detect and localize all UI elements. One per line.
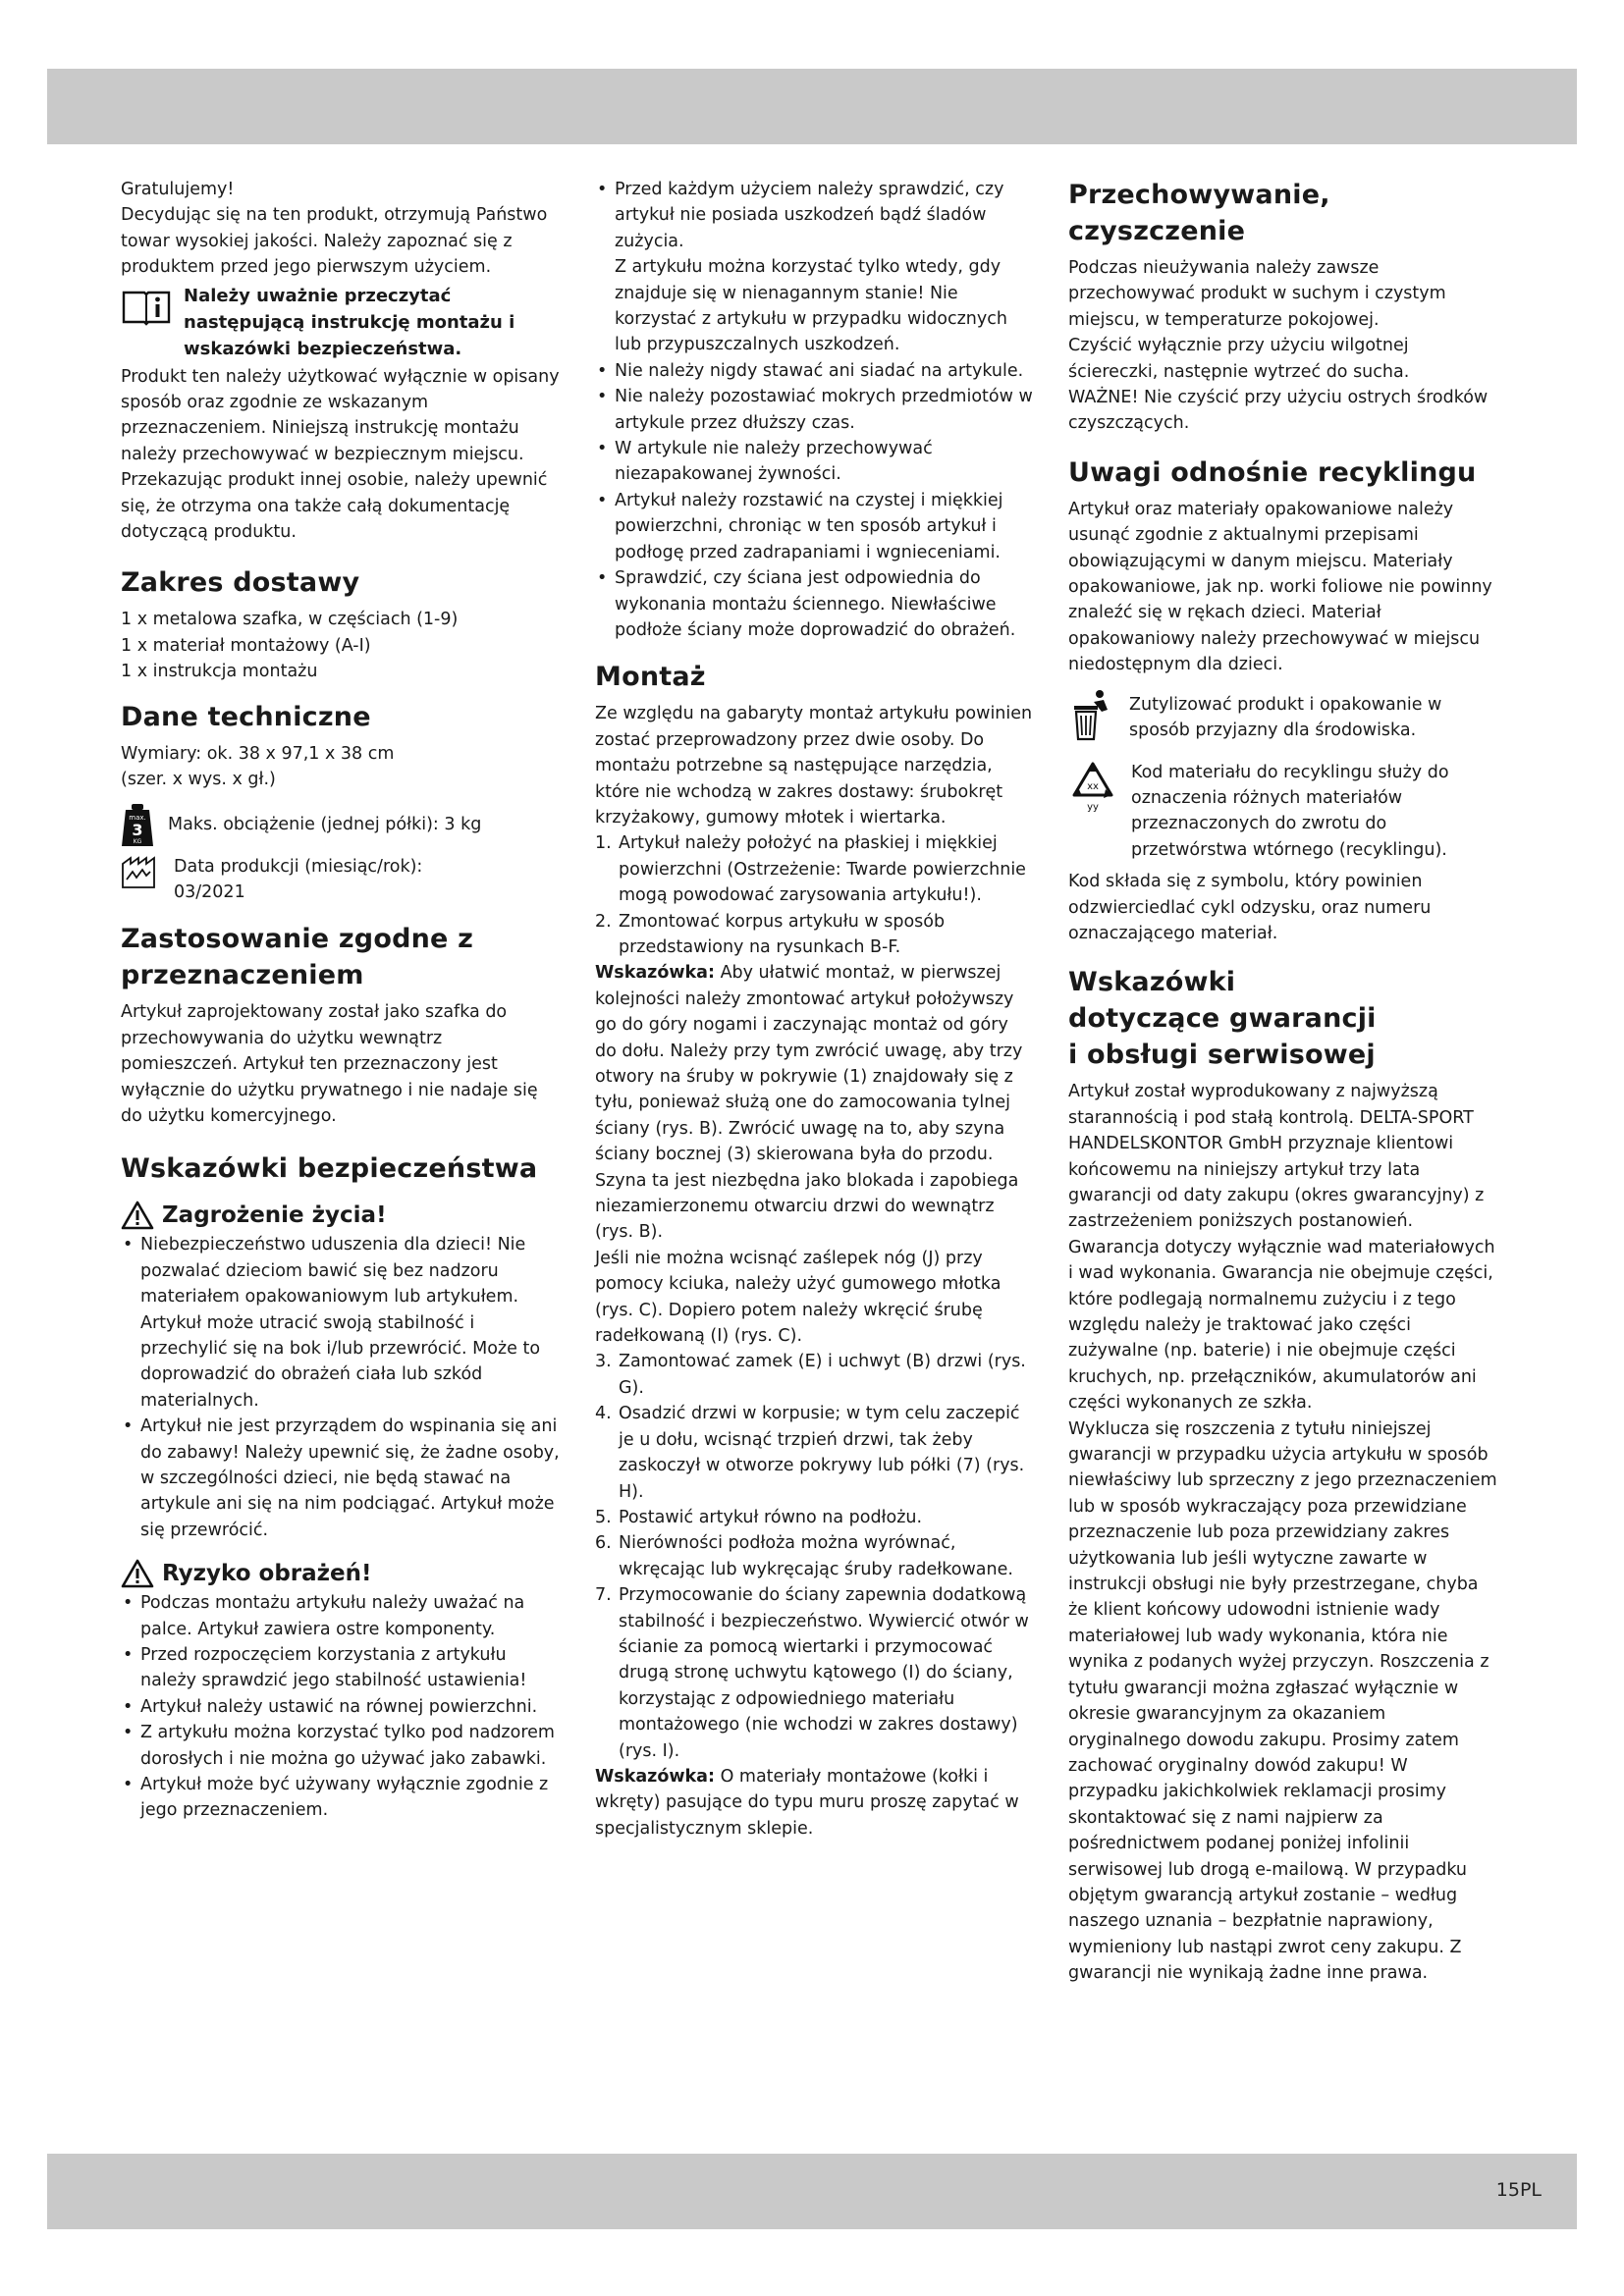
- footer-band: [47, 2154, 1577, 2229]
- list-item: • W artykule nie należy przechowywać niezapakowanej żywności.: [595, 436, 1033, 488]
- assembly-step: [595, 909, 1033, 961]
- weight-icon-max: max.: [129, 813, 146, 822]
- tip-text: O materiały montażowe (kołki i wkręty) pasujące do typu muru proszę zapytać w specjalistycznym sklepie.: [595, 1766, 1019, 1839]
- intro-greeting: Gratulujemy!: [121, 180, 235, 199]
- warranty-title: Wskazówki dotyczące gwarancji i obsługi serwisowej: [1068, 967, 1377, 1071]
- recycling-code-after: Kod składa się z symbolu, który powinien odzwierciedlać cykl odzysku, oraz numeru oznaczającego materiał.: [1068, 872, 1432, 943]
- assembly-step: [595, 1582, 1033, 1764]
- list-item: • Przed rozpoczęciem korzystania z artykułu należy sprawdzić jego stabilność ustawienia!: [121, 1642, 561, 1694]
- assembly-step: [595, 1349, 1033, 1401]
- warning-triangle-icon: [121, 1559, 154, 1588]
- tip-label: Wskazówka:: [595, 963, 715, 984]
- recycling-code-text: Kod materiału do recyklingu służy do oznaczenia różnych materiałów przeznaczonych do zwrotu do przetwórstwa wtórnego (recyklingu).: [1131, 762, 1449, 860]
- production-date-row: [121, 854, 561, 906]
- list-item: • Sprawdzić, czy ściana jest odpowiednia do wykonania montażu ściennego. Niewłaściwe podłoże ściany może doprowadzić do obrażeń.: [595, 565, 1033, 643]
- code-symbol-xx: xx: [1087, 780, 1099, 792]
- cleaning-text: Czyścić wyłącznie przy użyciu wilgotnej ściereczki, następnie wytrzeć do sucha.: [1068, 336, 1410, 382]
- intended-use-intro: Produkt ten należy użytkować wyłącznie w opisany sposób oraz zgodnie ze wskazanym przeznaczeniem. Niniejszą instrukcję montażu należy przechowywać w bezpiecznym miejscu. Przekazując produkt innej osobie, należy upewnić się, że otrzyma ona także całą dokumentację dotyczącą produktu.: [121, 366, 560, 543]
- step-text: Artykuł należy położyć na płaskiej i miękkiej powierzchni (Ostrzeżenie: Twarde powierzchnie mogą powodować zarysowania artykułu!).: [619, 833, 1026, 906]
- step-number: 2.: [595, 911, 612, 932]
- list-item: • Przed każdym użyciem należy sprawdzić, czy artykuł nie posiada uszkodzeń bądź śladów zużycia. Z artykułu można korzystać tylko wtedy, gdy znajduje się w nienagannym stanie! Nie korzystać z artykułu w przypadku widocznych lub przypuszczalnych uszkodzeń.: [595, 177, 1033, 358]
- assembly-steps-a: [595, 830, 1033, 960]
- danger-title: Zagrożenie życia!: [162, 1202, 387, 1229]
- tech-title: Dane techniczne: [121, 701, 371, 732]
- scope-item: 1 x instrukcja montażu: [121, 662, 318, 682]
- list-item: • Artykuł może być używany wyłącznie zgodnie z jego przeznaczeniem.: [121, 1772, 561, 1824]
- list-item: • Nie należy pozostawiać mokrych przedmiotów w artykule przez dłuższy czas.: [595, 384, 1033, 436]
- assembly-intro: Ze względu na gabaryty montaż artykułu powinien zostać przeprowadzony przez dwie osoby. Do montażu potrzebne są następujące narzędzia, które nie wchodzą w zakres dostawy: śrubokręt krzyżakowy, gumowy młotek i wiertarka.: [595, 704, 1033, 828]
- step-text: Osadzić drzwi w korpusie; w tym celu zaczepić je u dołu, wcisnąć trzpień drzwi, tak żeby zaskoczył w otworze pokrywy lub półki (7) (rys. H).: [619, 1404, 1025, 1502]
- max-load-text: Maks. obciążenie (jednej półki): 3 kg: [168, 815, 482, 835]
- step-text: Zamontować zamek (E) i uchwyt (B) drzwi (rys. G).: [619, 1352, 1026, 1398]
- intended-use-title: Zastosowanie zgodne z przeznaczeniem: [121, 924, 474, 991]
- warning-triangle-icon: [121, 1201, 154, 1230]
- column-1: [121, 177, 561, 1824]
- storage-text: Podczas nieużywania należy zawsze przechowywać produkt w suchym i czystym miejscu, w temperaturze pokojowej.: [1068, 258, 1446, 330]
- step-number: 7.: [595, 1585, 612, 1606]
- injury-list: [121, 1590, 561, 1824]
- intended-use-text: Artykuł zaprojektowany został jako szafka do przechowywania do użytku wewnątrz pomieszczeń. Artykuł ten przeznaczony jest wyłącznie do użytku prywatnego i nie nadaje się do użytku komercyjnego.: [121, 1002, 538, 1126]
- recycling-text: Artykuł oraz materiały opakowaniowe należy usunąć zgodnie z aktualnymi przepisami obowiązującymi w danym miejscu. Materiały opakowaniowe, jak np. worki foliowe nie powinny znaleźć się w rękach dzieci. Materiał opakowaniowy należy przechowywać w miejscu niedostępnym dla dzieci.: [1068, 499, 1492, 675]
- scope-title: Zakres dostawy: [121, 567, 360, 599]
- assembly-title: Montaż: [595, 662, 706, 693]
- step-text: Nierówności podłoża można wyrównać, wkręcając lub wykręcając śruby radełkowane.: [619, 1533, 1013, 1579]
- danger-heading: [121, 1201, 561, 1230]
- scope-item: 1 x materiał montażowy (A-I): [121, 635, 371, 656]
- column-3: [1068, 177, 1500, 1987]
- step-number: 5.: [595, 1507, 612, 1527]
- step-number: 3.: [595, 1352, 612, 1372]
- list-item: • Podczas montażu artykułu należy uważać na palce. Artykuł zawiera ostre komponenty.: [121, 1590, 561, 1642]
- tip-text: Aby ułatwić montaż, w pierwszej kolejności należy zmontować artykuł położywszy go do góry nogami i zaczynając montaż od góry do dołu. Należy przy tym zwrócić uwagę, aby trzy otwory na śruby w pokrywie (1) znajdowały się z tyłu, ponieważ służą one do zamocowania tylnej ściany (rys. B). Zwrócić uwagę na to, aby szyna ściany bocznej (3) skierowana była do przodu. Szyna ta jest niezbędna jako blokada i zapobiega niezamierzonemu otwarciu drzwi do wewnątrz (rys. B).: [595, 963, 1023, 1243]
- read-instructions-note: [121, 283, 561, 362]
- warranty-text: Artykuł został wyprodukowany z najwyższą starannością i pod stałą kontrolą. DELTA-SPORT HANDELSKONTOR GmbH przyznaje klientowi końcowemu na niniejszy artykuł trzy lata gwarancji od daty zakupu (okres gwarancyjny) z zastrzeżeniem poniższych postanowień. Gwarancja dotyczy wyłącznie wad materiałowych i wad wykonania. Gwarancja nie obejmuje części, które podlegają normalnemu zużyciu i z tego względu należy je traktować jako części zużywalne (np. baterie) i nie obejmuje części kruchych, np. przełączników, akumulatorów ani części wykonanych ze szkła.: [1068, 1082, 1495, 1414]
- step-number: 4.: [595, 1404, 612, 1424]
- warranty-text-2: Wyklucza się roszczenia z tytułu niniejszej gwarancji w przypadku użycia artykułu w sposób niewłaściwy lub sprzeczny z jego przeznaczeniem lub w sposób wykraczający poza przewidziane przeznaczenie lub poza przewidziany zakres użytkowania lub jeśli wytyczne zawarte w instrukcji obsługi nie były przestrzegane, chyba że klient końcowy udowodni istnienie wady materiałowej lub wady wykonania, która nie wynika z podanych wyżej przyczyn. Roszczenia z tytułu gwarancji można zgłaszać wyłącznie w okresie gwarancyjnym za okazaniem oryginalnego dowodu zakupu. Prosimy zatem zachować oryginalny dowód zakupu! W przypadku jakichkolwiek reklamacji prosimy skontaktować się z nami najpierw za pośrednictwem podanej poniżej infolinii serwisowej lub drogą e-mailową. W przypadku objętym gwarancją artykuł zostanie – według naszego uznania – bezpłatnie naprawiony, wymieniony lub nastąpi zwrot ceny zakupu. Z gwarancji nie wynikają żadne inne prawa.: [1068, 1418, 1497, 1984]
- recycling-bin-row: [1068, 688, 1500, 744]
- step-number: 1.: [595, 833, 612, 854]
- assembly-tip-1-extra: Jeśli nie można wcisnąć zaślepek nóg (J) przy pomocy kciuka, należy użyć gumowego młotka (rys. C). Dopiero potem należy wkręcić śrubę radełkowaną (I) (rys. C).: [595, 1248, 1001, 1347]
- recycling-code-row: [1068, 760, 1500, 864]
- open-book-info-icon: [121, 287, 172, 326]
- injury-heading: [121, 1559, 561, 1588]
- safety-title: Wskazówki bezpieczeństwa: [121, 1153, 538, 1185]
- weight-icon: [121, 803, 154, 848]
- recycling-bin-icon: [1068, 688, 1115, 743]
- danger-list: [121, 1232, 561, 1543]
- list-item: • Artykuł nie jest przyrządem do wspinania się ani do zabawy! Należy upewnić się, że żadne osoby, w szczególności dzieci, nie będą stawać na artykule ani się na nim podciągać. Artykuł może się przewrócić.: [121, 1414, 561, 1543]
- cleaning-warning: WAŻNE! Nie czyścić przy użyciu ostrych środków czyszczących.: [1068, 388, 1489, 434]
- dimensions: Wymiary: ok. 38 x 97,1 x 38 cm: [121, 743, 395, 764]
- assembly-tip-2: [595, 1764, 1033, 1842]
- step-text: Postawić artykuł równo na podłożu.: [619, 1507, 923, 1527]
- column-2: [595, 177, 1033, 1842]
- step-text: Przymocowanie do ściany zapewnia dodatkową stabilność i bezpieczeństwo. Wywiercić otwór w ścianie za pomocą wiertarki i przymocować drugą stronę uchwytu kątowego (I) do ściany, korzystając z odpowiedniego materiału montażowego (nie wchodzi w zakres dostawy) (rys. I).: [619, 1585, 1029, 1761]
- code-symbol-yy: yy: [1087, 801, 1099, 813]
- injury-title: Ryzyko obrażeń!: [162, 1561, 372, 1587]
- list-item: • Z artykułu można korzystać tylko pod nadzorem dorosłych i nie można go używać jako zabawki.: [121, 1720, 561, 1772]
- assembly-steps-b: [595, 1349, 1033, 1764]
- dimensions-note: (szer. x wys. x gł.): [121, 770, 276, 790]
- list-item: • Niebezpieczeństwo uduszenia dla dzieci! Nie pozwalać dzieciom bawić się bez nadzoru materiałem opakowaniowym lub artykułem. Artykuł może utracić swoją stabilność i przechylić się na bok i/lub przewrócić. Może to doprowadzić do obrażeń ciała lub szkód materialnych.: [121, 1232, 561, 1414]
- assembly-step: [595, 1505, 1033, 1530]
- header-band: [47, 69, 1577, 144]
- read-note-text: Należy uważnie przeczytać następującą instrukcję montażu i wskazówki bezpieczeństwa.: [184, 285, 515, 359]
- storage-title: Przechowywanie, czyszczenie: [1068, 180, 1330, 246]
- safety-list-continued: [595, 177, 1033, 643]
- weight-icon-value: 3: [132, 820, 143, 839]
- max-load-row: [121, 803, 561, 848]
- tip-label: Wskazówka:: [595, 1766, 715, 1787]
- intro-text: Decydując się na ten produkt, otrzymują Państwo towar wysokiej jakości. Należy zapoznać się z produktem przed jego pierwszym użyciem.: [121, 205, 548, 278]
- list-item: • Artykuł należy ustawić na równej powierzchni.: [121, 1694, 561, 1720]
- production-date-label: Data produkcji (miesiąc/rok):: [174, 856, 423, 877]
- weight-icon-unit: KG: [133, 837, 142, 845]
- list-item: • Nie należy nigdy stawać ani siadać na artykule.: [595, 358, 1033, 384]
- production-date-icon: [121, 854, 160, 889]
- assembly-step: [595, 1401, 1033, 1505]
- list-item: • Artykuł należy rozstawić na czystej i miękkiej powierzchni, chroniąc w ten sposób artykuł i podłogę przed zadrapaniami i wgnieceniami.: [595, 488, 1033, 565]
- step-text: Zmontować korpus artykułu w sposób przedstawiony na rysunkach B-F.: [619, 911, 946, 957]
- assembly-step: [595, 830, 1033, 908]
- recycling-code-icon: [1068, 760, 1117, 813]
- step-number: 6.: [595, 1533, 612, 1554]
- assembly-tip-1: [595, 960, 1033, 1245]
- scope-item: 1 x metalowa szafka, w częściach (1-9): [121, 610, 459, 630]
- recycling-bin-text: Zutylizować produkt i opakowanie w sposób przyjazny dla środowiska.: [1129, 694, 1442, 741]
- page-number: 15PL: [1495, 2179, 1542, 2201]
- recycling-title: Uwagi odnośnie recyklingu: [1068, 456, 1477, 488]
- assembly-step: [595, 1530, 1033, 1582]
- production-date-value: 03/2021: [174, 881, 245, 902]
